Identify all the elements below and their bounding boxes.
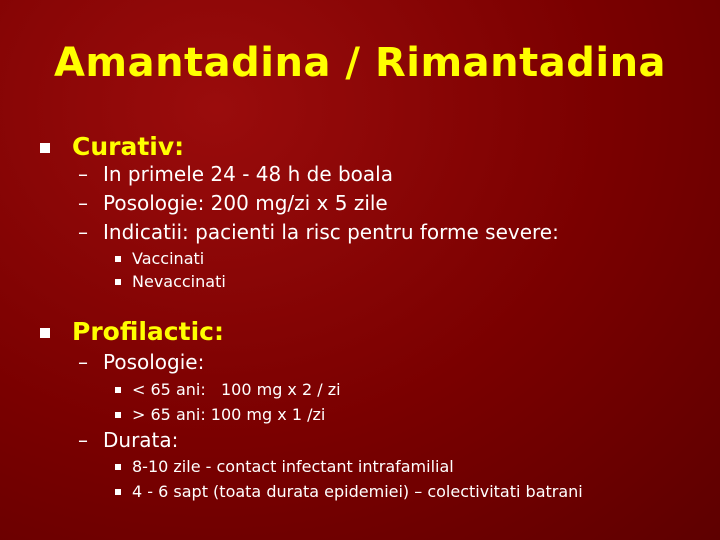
- small-square-bullet-icon: [115, 464, 121, 470]
- small-square-bullet-icon: [115, 279, 121, 285]
- list-item-text: Posologie: 200 mg/zi x 5 zile: [103, 191, 388, 215]
- dash-icon: –: [78, 162, 88, 186]
- list-item-text: Durata:: [103, 428, 179, 452]
- slide-title: Amantadina / Rimantadina: [53, 40, 667, 86]
- small-square-bullet-icon: [115, 412, 121, 418]
- dash-icon: –: [78, 350, 88, 374]
- small-square-bullet-icon: [115, 387, 121, 393]
- list-item-text: Posologie:: [103, 350, 205, 374]
- list-item-text: In primele 24 - 48 h de boala: [103, 162, 393, 186]
- sub-list-item-text: 8-10 zile - contact infectant intrafamilial: [132, 457, 454, 476]
- sub-list-item-text: > 65 ani: 100 mg x 1 /zi: [132, 405, 326, 424]
- dash-icon: –: [78, 191, 88, 215]
- square-bullet-icon: [40, 143, 50, 153]
- heading-text: Profilactic:: [72, 317, 224, 346]
- list-item-text: Indicatii: pacienti la risc pentru forme severe:: [103, 220, 559, 244]
- sub-list-item-text: < 65 ani: 100 mg x 2 / zi: [132, 380, 341, 399]
- sub-list-item-text: 4 - 6 sapt (toata durata epidemiei) – colectivitati batrani: [132, 482, 583, 501]
- small-square-bullet-icon: [115, 489, 121, 495]
- sub-list-item-text: Nevaccinati: [132, 272, 226, 291]
- dash-icon: –: [78, 220, 88, 244]
- heading-text: Curativ:: [72, 132, 185, 161]
- small-square-bullet-icon: [115, 256, 121, 262]
- sub-list-item-text: Vaccinati: [132, 249, 205, 268]
- dash-icon: –: [78, 428, 88, 452]
- square-bullet-icon: [40, 328, 50, 338]
